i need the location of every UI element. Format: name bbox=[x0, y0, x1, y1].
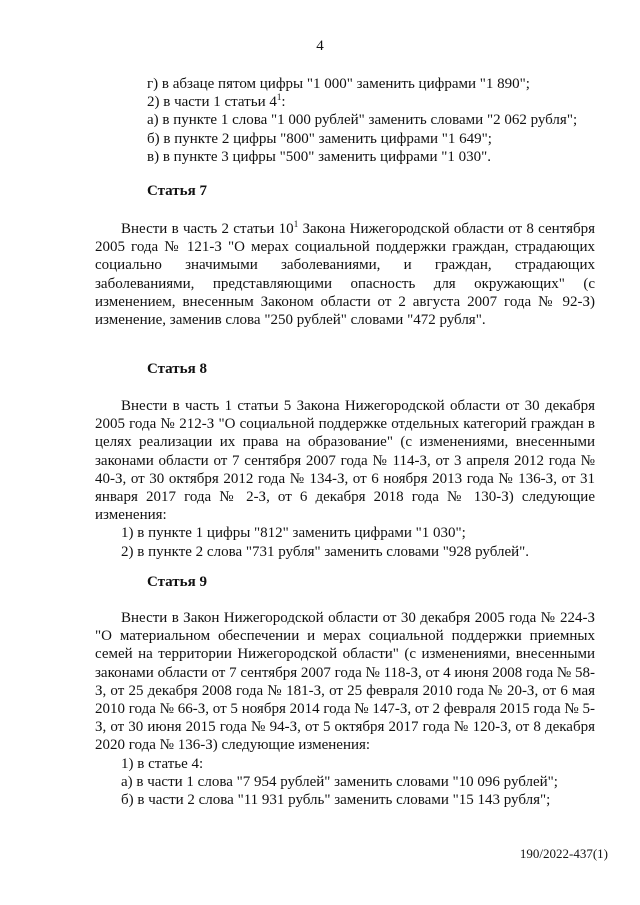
article-heading: Статья 9 bbox=[147, 574, 207, 590]
list-item-tail: : bbox=[281, 94, 286, 111]
list-item: 1) в статье 4: bbox=[121, 755, 204, 772]
list-item: г) в абзаце пятом цифры "1 000" заменить цифрами "1 890"; bbox=[147, 76, 530, 92]
list-item: б) в части 2 слова "11 931 рубль" заменить словами "15 143 рубля"; bbox=[121, 792, 551, 809]
list-item: 1) в пункте 1 цифры "812" заменить цифрами "1 030"; bbox=[121, 525, 466, 542]
list-item: в) в пункте 3 цифры "500" заменить цифрами "1 030". bbox=[147, 148, 491, 165]
list-item bbox=[121, 93, 595, 111]
article-heading: Статья 7 bbox=[147, 183, 207, 199]
document-code: 190/2022-437(1) bbox=[519, 846, 608, 861]
article-8-heading-block bbox=[121, 360, 595, 378]
article-paragraph bbox=[95, 220, 595, 329]
paragraph-text: Закона Нижегородской области от 8 сентября 2005 года № 121-З "О мерах социальной поддержки граждан, страдающих социально значимыми заболеваниями, и граждан, страдающих заболеваниями, представляющими опасность для окружающих" (с изменением, внесенным Законом области от 2 августа 2007 года № 92-З) изменение, заменив слова "250 рублей" словами "472 рубля". bbox=[95, 221, 595, 329]
article-paragraph: Внести в часть 1 статьи 5 Закона Нижегородской области от 30 декабря 2005 года № 212-З "О социальной поддержке отдельных категорий граждан в целях реализации их права на образование" (с изменениями, внесенными законами области от 7 сентября 2007 года № 114-З, от 3 апреля 2012 года № 40-З, от 30 октября 2012 года № 134-З, от 6 ноября 2013 года № 136-З, от 31 января 2017 года № 2-З, от 6 декабря 2018 года № 130-З) следующие изменения: bbox=[95, 398, 595, 524]
page-number: 4 bbox=[316, 38, 324, 54]
list-item: 2) в пункте 2 слова "731 рубля" заменить словами "928 рублей". bbox=[121, 543, 530, 560]
list-item-text: 2) в части 1 статьи 4 bbox=[147, 94, 277, 111]
article-9-heading-block bbox=[121, 573, 595, 591]
top-amendment-list bbox=[121, 75, 595, 166]
article-7-body bbox=[95, 220, 595, 329]
article-heading: Статья 8 bbox=[147, 361, 207, 377]
paragraph-text: Внести в часть 2 статьи 10 bbox=[121, 221, 294, 237]
list-item: а) в части 1 слова "7 954 рублей" заменить словами "10 096 рублей"; bbox=[121, 773, 558, 790]
article-paragraph: Внести в Закон Нижегородской области от 30 декабря 2005 года № 224-З "О материальном обеспечении и мерах социальной поддержки приемных семей на территории Нижегородской области" (с изменениями, внесенными законами области от 7 сентября 2007 года № 118-З, от 4 июня 2008 года № 58-З, от 25 декабря 2008 года № 181-З, от 25 февраля 2010 года № 20-З, от 6 мая 2010 года № 66-З, от 5 ноября 2014 года № 147-З, от 2 февраля 2015 года № 5-З, от 30 июня 2015 года № 94-З, от 5 октября 2017 года № 120-З, от 8 декабря 2020 года № 136-З) следующие изменения: bbox=[95, 610, 595, 754]
article-9-body bbox=[95, 609, 595, 809]
superscript: 1 bbox=[276, 92, 282, 103]
list-item: б) в пункте 2 цифры "800" заменить цифрами "1 649"; bbox=[147, 130, 492, 147]
article-7-heading-block bbox=[121, 182, 595, 200]
superscript: 1 bbox=[293, 219, 299, 229]
article-8-body bbox=[95, 397, 595, 561]
list-item: а) в пункте 1 слова "1 000 рублей" заменить словами "2 062 рубля"; bbox=[147, 112, 578, 129]
